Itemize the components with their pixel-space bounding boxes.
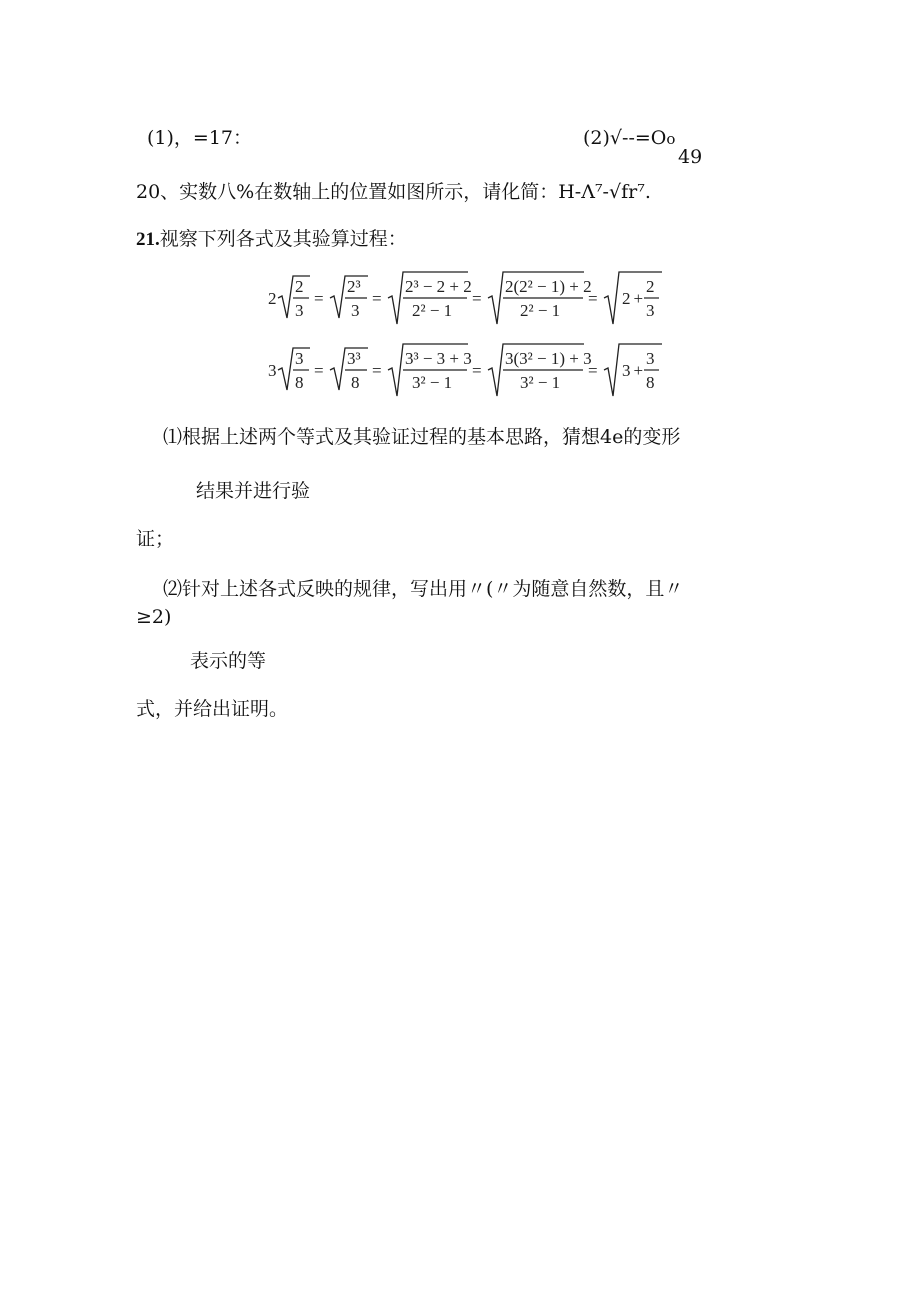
eq1-f1-den: 3 (295, 301, 304, 320)
eq2-eq3: = (472, 361, 482, 380)
q21-part1-line3: 证； (136, 528, 175, 550)
eq2-f5-int: 3 + (622, 361, 644, 380)
q21-part2-line3: 表示的等 (190, 650, 267, 672)
eq2-f4-num: 3(3² − 1) + 3 (505, 349, 592, 368)
q21-part2-line1: ⑵针对上述各式反映的规律，写出用〃(〃为随意自然数，且〃 (163, 578, 684, 600)
eq1-eq3: = (472, 289, 482, 308)
q21-heading-text: 视察下列各式及其验算过程： (159, 228, 407, 250)
eq2-f1-den: 8 (295, 373, 304, 392)
eq1-f2-den: 3 (351, 301, 360, 320)
eq2-f1-num: 3 (295, 349, 304, 368)
q21-part1-line2: 结果并进行验 (196, 480, 311, 502)
eq2-f5-int-value: 3 (622, 361, 631, 380)
q21-part2-line2: ≥2) (136, 606, 172, 628)
eq1-f3-num: 2³ − 2 + 2 (405, 277, 472, 296)
eq2-f2-den: 8 (351, 373, 360, 392)
q21-equation-1 (266, 268, 666, 330)
eq2-f5-num: 3 (646, 349, 655, 368)
eq1-f5-int-value: 2 (622, 289, 631, 308)
eq2-eq1: = (314, 361, 324, 380)
q19-part2-suffix: o (666, 130, 676, 148)
eq2-eq2: = (372, 361, 382, 380)
q21-equation-2 (266, 340, 666, 402)
eq1-eq1: = (314, 289, 324, 308)
eq1-f1-num: 2 (295, 277, 304, 296)
eq2-f2-num: 3³ (347, 349, 361, 368)
eq2-f5-den: 8 (646, 373, 655, 392)
eq1-f2-num: 2³ (347, 277, 361, 296)
q19-part2-subscript: 49 (678, 146, 703, 168)
eq1-f5-den: 3 (646, 301, 655, 320)
eq1-lead: 2 (268, 289, 277, 308)
eq2-f4-den: 3² − 1 (520, 373, 561, 392)
eq2-f3-num: 3³ − 3 + 3 (405, 349, 472, 368)
q21-part1-line1: ⑴根据上述两个等式及其验证过程的基本思路，猜想4e的变形 (163, 426, 681, 448)
eq1-f4-den: 2² − 1 (520, 301, 561, 320)
q19-part2-main: (2)√--=O (583, 127, 667, 149)
eq1-f4-num: 2(2² − 1) + 2 (505, 277, 592, 296)
q19-part2 (583, 126, 675, 151)
eq1-eq4: = (588, 289, 598, 308)
q21-heading (136, 227, 407, 252)
eq1-f3-den: 2² − 1 (412, 301, 453, 320)
q21-number: 21. (136, 229, 160, 250)
q19-part1: (1)，=17： (147, 127, 253, 149)
q21-part2-line4: 式，并给出证明。 (136, 698, 289, 720)
eq2-f3-den: 3² − 1 (412, 373, 453, 392)
eq1-f5-int: 2 + (622, 289, 644, 308)
eq1-eq2: = (372, 289, 382, 308)
eq2-lead: 3 (268, 361, 277, 380)
eq2-eq4: = (588, 361, 598, 380)
eq1-f5-num: 2 (646, 277, 655, 296)
q20-text: 20、实数八%在数轴上的位置如图所示，请化简：H-Λ⁷-√fr⁷. (136, 181, 651, 203)
